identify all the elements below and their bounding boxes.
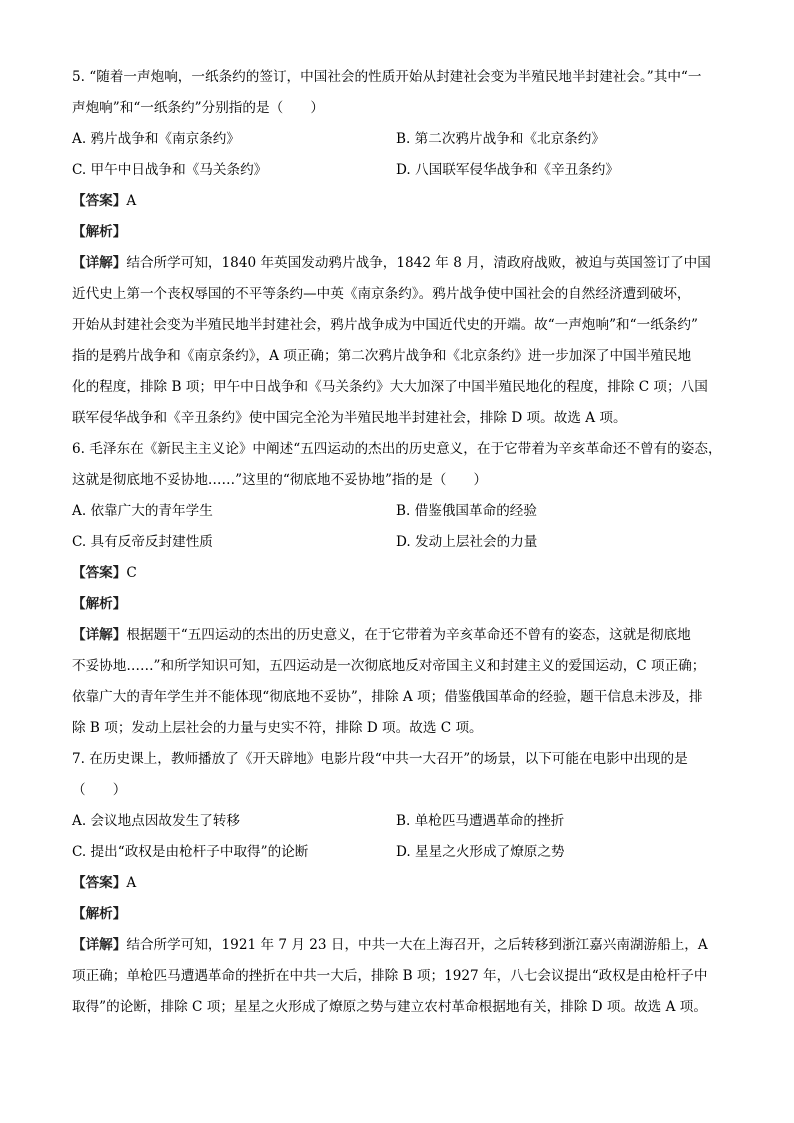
detail-line: 联军侵华战争和《辛丑条约》使中国完全沦为半殖民地半封建社会，排除 D 项。故选 A 项。 — [72, 410, 627, 426]
question-stem-line: 5. “随着一声炮响，一纸条约的签订，中国社会的性质开始从封建社会变为半殖民地半封建社会。”其中“一 — [72, 69, 702, 85]
option-d: D. 星星之火形成了燎原之势 — [396, 844, 565, 860]
question-stem-line: 声炮响”和“一纸条约”分别指的是（ ） — [72, 100, 324, 116]
answer-label: 【答案】 — [72, 193, 127, 209]
answer-label: 【答案】 — [72, 875, 127, 891]
detail-line: 化的程度，排除 B 项；甲午中日战争和《马关条约》大大加深了中国半殖民地化的程度，排除 C 项；八国 — [72, 379, 708, 395]
answer-value: A — [126, 875, 137, 891]
analysis-label: 【解析】 — [72, 906, 127, 922]
option-c: C. 具有反帝反封建性质 — [72, 534, 213, 550]
analysis-label: 【解析】 — [72, 596, 127, 612]
option-b: B. 单枪匹马遭遇革命的挫折 — [396, 813, 565, 829]
detail-line: 不妥协地……”和所学知识可知，五四运动是一次彻底地反对帝国主义和封建主义的爱国运动，C 项正确； — [72, 658, 706, 674]
detail-line: 近代史上第一个丧权辱国的不平等条约—中英《南京条约》。鸦片战争使中国社会的自然经济遭到破坏， — [72, 286, 691, 302]
detail-line: 取得”的论断，排除 C 项；星星之火形成了燎原之势与建立农村革命根据地有关，排除 D 项。故选 A 项。 — [72, 999, 707, 1015]
analysis-line — [72, 217, 724, 248]
detail-line — [72, 248, 724, 279]
question-stem-line: 这就是彻底地不妥协地……”这里的“彻底地不妥协地”指的是（ ） — [72, 472, 488, 488]
detail-line: 开始从封建社会变为半殖民地半封建社会，鸦片战争成为中国近代史的开端。故“一声炮响”和“一纸条约” — [72, 317, 698, 333]
option-c: C. 甲午中日战争和《马关条约》 — [72, 162, 268, 178]
document-content — [72, 62, 724, 1023]
analysis-label: 【解析】 — [72, 224, 127, 240]
option-a: A. 会议地点因故发生了转移 — [72, 813, 240, 829]
detail-line: 除 B 项；发动上层社会的力量与史实不符，排除 D 项。故选 C 项。 — [72, 720, 483, 736]
answer-value: A — [126, 193, 137, 209]
option-a: A. 鸦片战争和《南京条约》 — [72, 131, 240, 147]
answer-line — [72, 186, 724, 217]
detail-text: 结合所学可知，1921 年 7 月 23 日，中共一大在上海召开，之后转移到浙江嘉兴南湖游船上，A — [126, 937, 708, 953]
question-7 — [72, 744, 724, 1023]
options-row — [72, 837, 724, 868]
question-6 — [72, 434, 724, 744]
answer-line — [72, 558, 724, 589]
options-row — [72, 155, 724, 186]
detail-label: 【详解】 — [72, 255, 127, 271]
question-stem-line: （ ） — [72, 782, 127, 798]
detail-line — [72, 930, 724, 961]
option-d: D. 发动上层社会的力量 — [396, 534, 538, 550]
options-row — [72, 496, 724, 527]
option-b: B. 第二次鸦片战争和《北京条约》 — [396, 131, 605, 147]
option-a: A. 依靠广大的青年学生 — [72, 503, 213, 519]
answer-value: C — [126, 565, 137, 581]
detail-label: 【详解】 — [72, 937, 127, 953]
options-row — [72, 527, 724, 558]
analysis-line — [72, 899, 724, 930]
detail-line: 项正确；单枪匹马遭遇革命的挫折在中共一大后，排除 B 项；1927 年，八七会议提出“政权是由枪杆子中 — [72, 968, 708, 984]
detail-label: 【详解】 — [72, 627, 127, 643]
question-stem-line: 7. 在历史课上，教师播放了《开天辟地》电影片段“中共一大召开”的场景，以下可能在电影中出现的是 — [72, 751, 688, 767]
option-d: D. 八国联军侵华战争和《辛丑条约》 — [396, 162, 619, 178]
option-c: C. 提出“政权是由枪杆子中取得”的论断 — [72, 844, 309, 860]
answer-label: 【答案】 — [72, 565, 127, 581]
options-row — [72, 806, 724, 837]
question-stem-line: 6. 毛泽东在《新民主主义论》中阐述“五四运动的杰出的历史意义，在于它带着为辛亥革命还不曾有的姿态， — [72, 441, 722, 457]
options-row — [72, 124, 724, 155]
detail-text: 结合所学可知，1840 年英国发动鸦片战争，1842 年 8 月，清政府战败，被迫与英国签订了中国 — [126, 255, 711, 271]
detail-line: 指的是鸦片战争和《南京条约》，A 项正确；第二次鸦片战争和《北京条约》进一步加深了中国半殖民地 — [72, 348, 692, 364]
detail-line: 依靠广大的青年学生并不能体现“彻底地不妥协”，排除 A 项；借鉴俄国革命的经验，题干信息未涉及，排 — [72, 689, 703, 705]
option-b: B. 借鉴俄国革命的经验 — [396, 503, 537, 519]
detail-text: 根据题干“五四运动的杰出的历史意义，在于它带着为辛亥革命还不曾有的姿态，这就是彻底地 — [126, 627, 691, 643]
detail-line — [72, 620, 724, 651]
analysis-line — [72, 589, 724, 620]
question-5 — [72, 62, 724, 434]
answer-line — [72, 868, 724, 899]
